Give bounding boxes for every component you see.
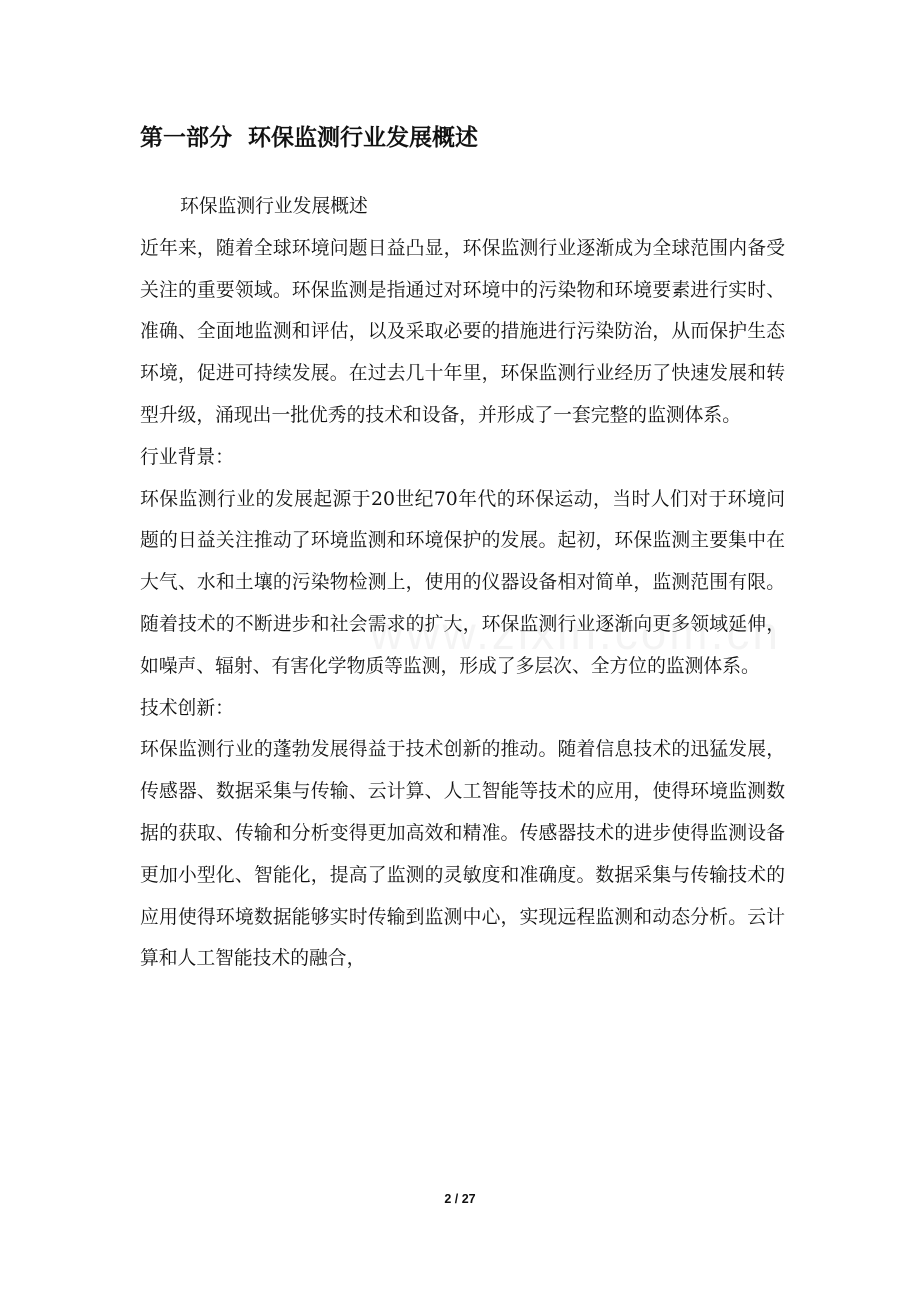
section-heading: 第一部分 环保监测行业发展概述 xyxy=(140,125,479,151)
page-number: 2 / 27 xyxy=(444,1192,476,1206)
subheading: 环保监测行业发展概述 xyxy=(180,196,368,217)
paragraph-background: 环保监测行业的发展起源于20世纪70年代的环保运动，当时人们对于环境问题的日益关注推动了环境监测和环境保护的发展。起初，环保监测主要集中在大气、水和土壤的污染物检测上，使用的仪器设备相对简单，监测范围有限。随着技术的不断进步和社会需求的扩大，环保监测行业逐渐向更多领域延伸，如噪声、辐射、有害化学物质等监测，形成了多层次、全方位的监测体系。 xyxy=(140,488,785,677)
paragraph-background-label: 行业背景： xyxy=(140,446,234,468)
paragraph-intro: 近年来，随着全球环境问题日益凸显，环保监测行业逐渐成为全球范围内备受关注的重要领域。环保监测是指通过对环境中的污染物和环境要素进行实时、准确、全面地监测和评估，以及采取必要的措施进行污染防治，从而保护生态环境，促进可持续发展。在过去几十年里，环保监测行业经历了快速发展和转型升级，涌现出一批优秀的技术和设备，并形成了一套完整的监测体系。 xyxy=(140,237,785,426)
body-text xyxy=(140,186,785,980)
paragraph-innovation: 环保监测行业的蓬勃发展得益于技术创新的推动。随着信息技术的迅猛发展，传感器、数据采集与传输、云计算、人工智能等技术的应用，使得环境监测数据的获取、传输和分析变得更加高效和精准。传感器技术的进步使得监测设备更加小型化、智能化，提高了监测的灵敏度和准确度。数据采集与传输技术的应用使得环境数据能够实时传输到监测中心，实现远程监测和动态分析。云计算和人工智能技术的融合， xyxy=(140,739,785,970)
paragraph-innovation-label: 技术创新： xyxy=(140,697,234,719)
